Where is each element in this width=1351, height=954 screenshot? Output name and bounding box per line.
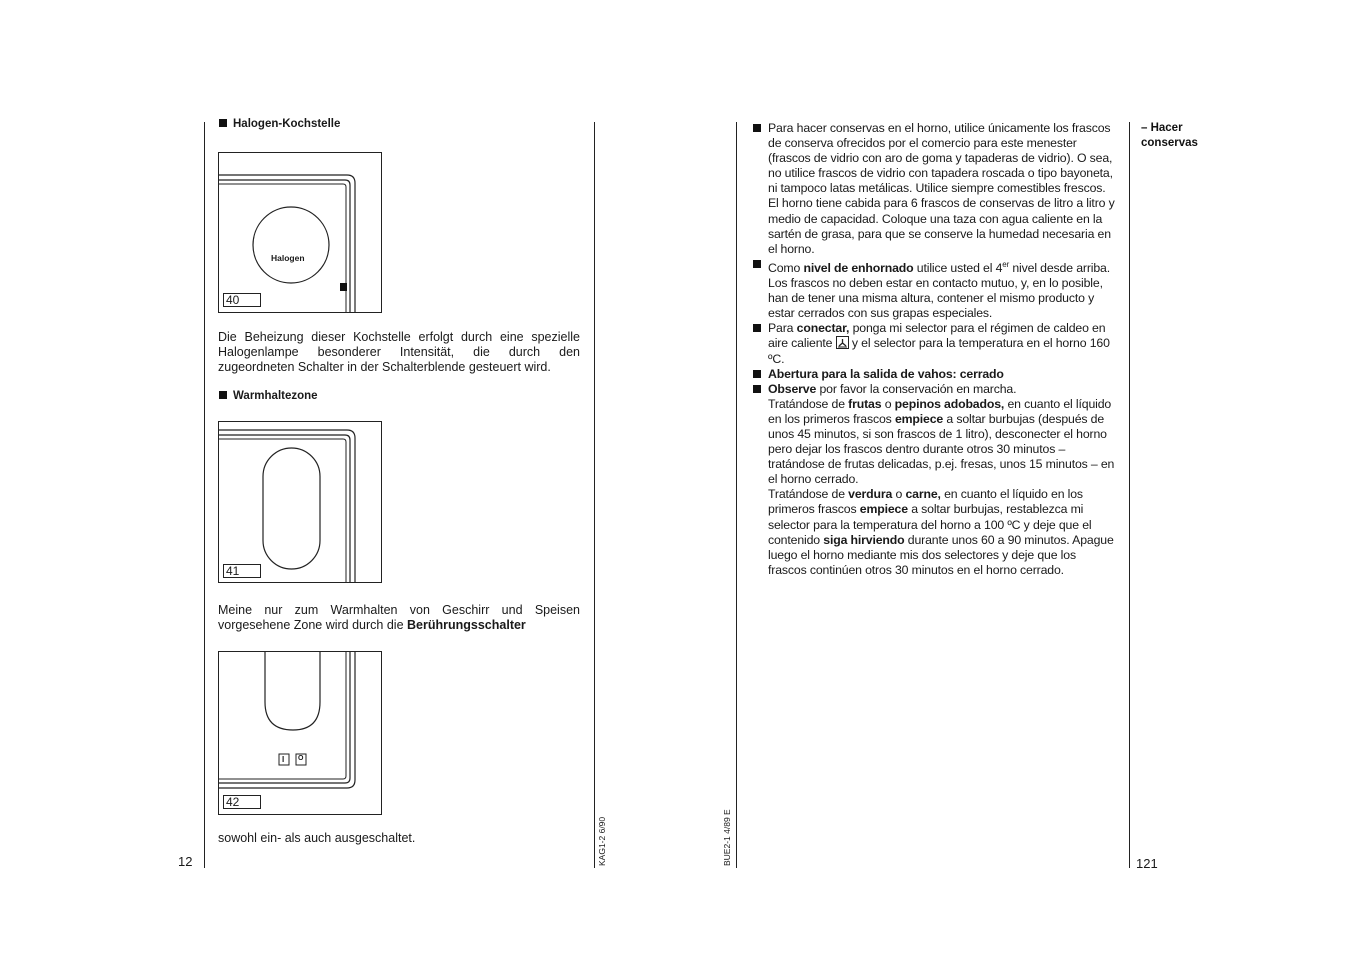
right-margin-rule [1129, 122, 1130, 868]
canning-instructions [753, 121, 1116, 578]
paragraph-capacity: El horno tiene cabida para 6 frascos de conservas de litro a litro y medio de capacidad. Coloque una taza con agua caliente en la sartén de grasa, para que se conserve la humedad necesaria en el horno. [768, 196, 1115, 256]
figure-touch-switches [218, 651, 382, 815]
bullet-item-observe: Observe por favor la conservación en marcha. [753, 382, 1116, 397]
halogen-label: Halogen [271, 253, 305, 263]
bullet-item-jars: Para hacer conservas en el horno, utilice únicamente los frascos de conserva ofrecidos por el comercio para este menester (frascos de vidrio con aro de goma y tapaderas de vidrio). O sea, no utilice frascos de vidrio con tapadera roscada o tipo bayoneta, ni tampoco latas metálicas. Utilice siempre comestibles frescos. [753, 121, 1116, 196]
touch-switch-illustration [219, 652, 381, 814]
switch-off-icon: O [298, 755, 304, 762]
bullet-icon [219, 391, 227, 399]
figure-halogen-hob [218, 152, 382, 313]
figure-number-40: 40 [223, 293, 261, 307]
paragraph-warmhaltezone: Meine nur zum Warmhalten von Geschirr und Speisen vorgesehene Zone wird durch die Berührungsschalter [218, 603, 580, 633]
bullet-icon [219, 119, 227, 127]
paragraph-switches: sowohl ein- als auch ausgeschaltet. [218, 831, 416, 845]
figure-number-41: 41 [223, 564, 261, 578]
print-code-right: BUE2-1 4/89 E [722, 809, 732, 866]
paragraph-vegetables: Tratándose de verdura o carne, en cuanto el líquido en los primeros frascos empiece a soltar burbujas, restablezca mi selector para la temperatura del horno a 100 ºC y deje que el contenido siga hirviendo durante unos 60 a 90 minutos. Apague luego el horno mediante mis dos selectores y deje que los frascos continúen otros 30 minutos en el horno cerrado. [768, 487, 1114, 577]
sidenote-hacer-conservas: – Hacer conservas [1141, 122, 1198, 149]
bullet-item-level: Como nivel de enhornado utilice usted el 4er nivel desde arriba. Los frascos no deben estar en contacto mutuo, y, en lo posible, han de tener una misma altura, contener el mismo producto y estar cerrados con sus grapas especiales. [753, 257, 1116, 321]
halogen-hob-illustration [219, 153, 381, 312]
figure-warming-zone [218, 421, 382, 583]
switch-on-icon: I [282, 755, 285, 764]
section-heading-warmhaltezone: Warmhaltezone [219, 390, 318, 402]
right-center-rule [736, 122, 737, 868]
warming-zone-illustration [219, 422, 381, 582]
figure-number-42: 42 [223, 795, 261, 809]
left-center-rule [594, 122, 595, 868]
page-number-right: 121 [1136, 856, 1158, 871]
left-margin-rule [204, 122, 205, 868]
hot-air-fan-icon [836, 336, 849, 349]
paragraph-fruits: Tratándose de frutas o pepinos adobados, en cuanto el líquido en los primeros frascos empiece a soltar burbujas (después de unos 45 minutos, si son frascos de 1 litro), desconecter el horno pero dejar los frascos dentro durante otros 30 minutos – tratándose de frutas delicadas, p.ej. fresas, unos 15 minutos – en el horno cerrado. [768, 396, 1115, 487]
print-code-left: KAG1-2 6/90 [597, 816, 607, 866]
bullet-item-vent: Abertura para la salida de vahos: cerrado [753, 367, 1116, 382]
page-number-left: 12 [178, 854, 193, 869]
section-heading-halogen: Halogen-Kochstelle [219, 118, 340, 130]
bullet-item-connect: Para conectar, ponga mi selector para el régimen de caldeo en aire caliente y el selector para la temperatura en el horno 160 ºC. [753, 321, 1116, 366]
paragraph-halogen: Die Beheizung dieser Kochstelle erfolgt durch eine spezielle Halogenlampe besonderer Intensität, die durch den zugeordneten Schalter in der Schalterblende gesteuert wird. [218, 330, 580, 375]
